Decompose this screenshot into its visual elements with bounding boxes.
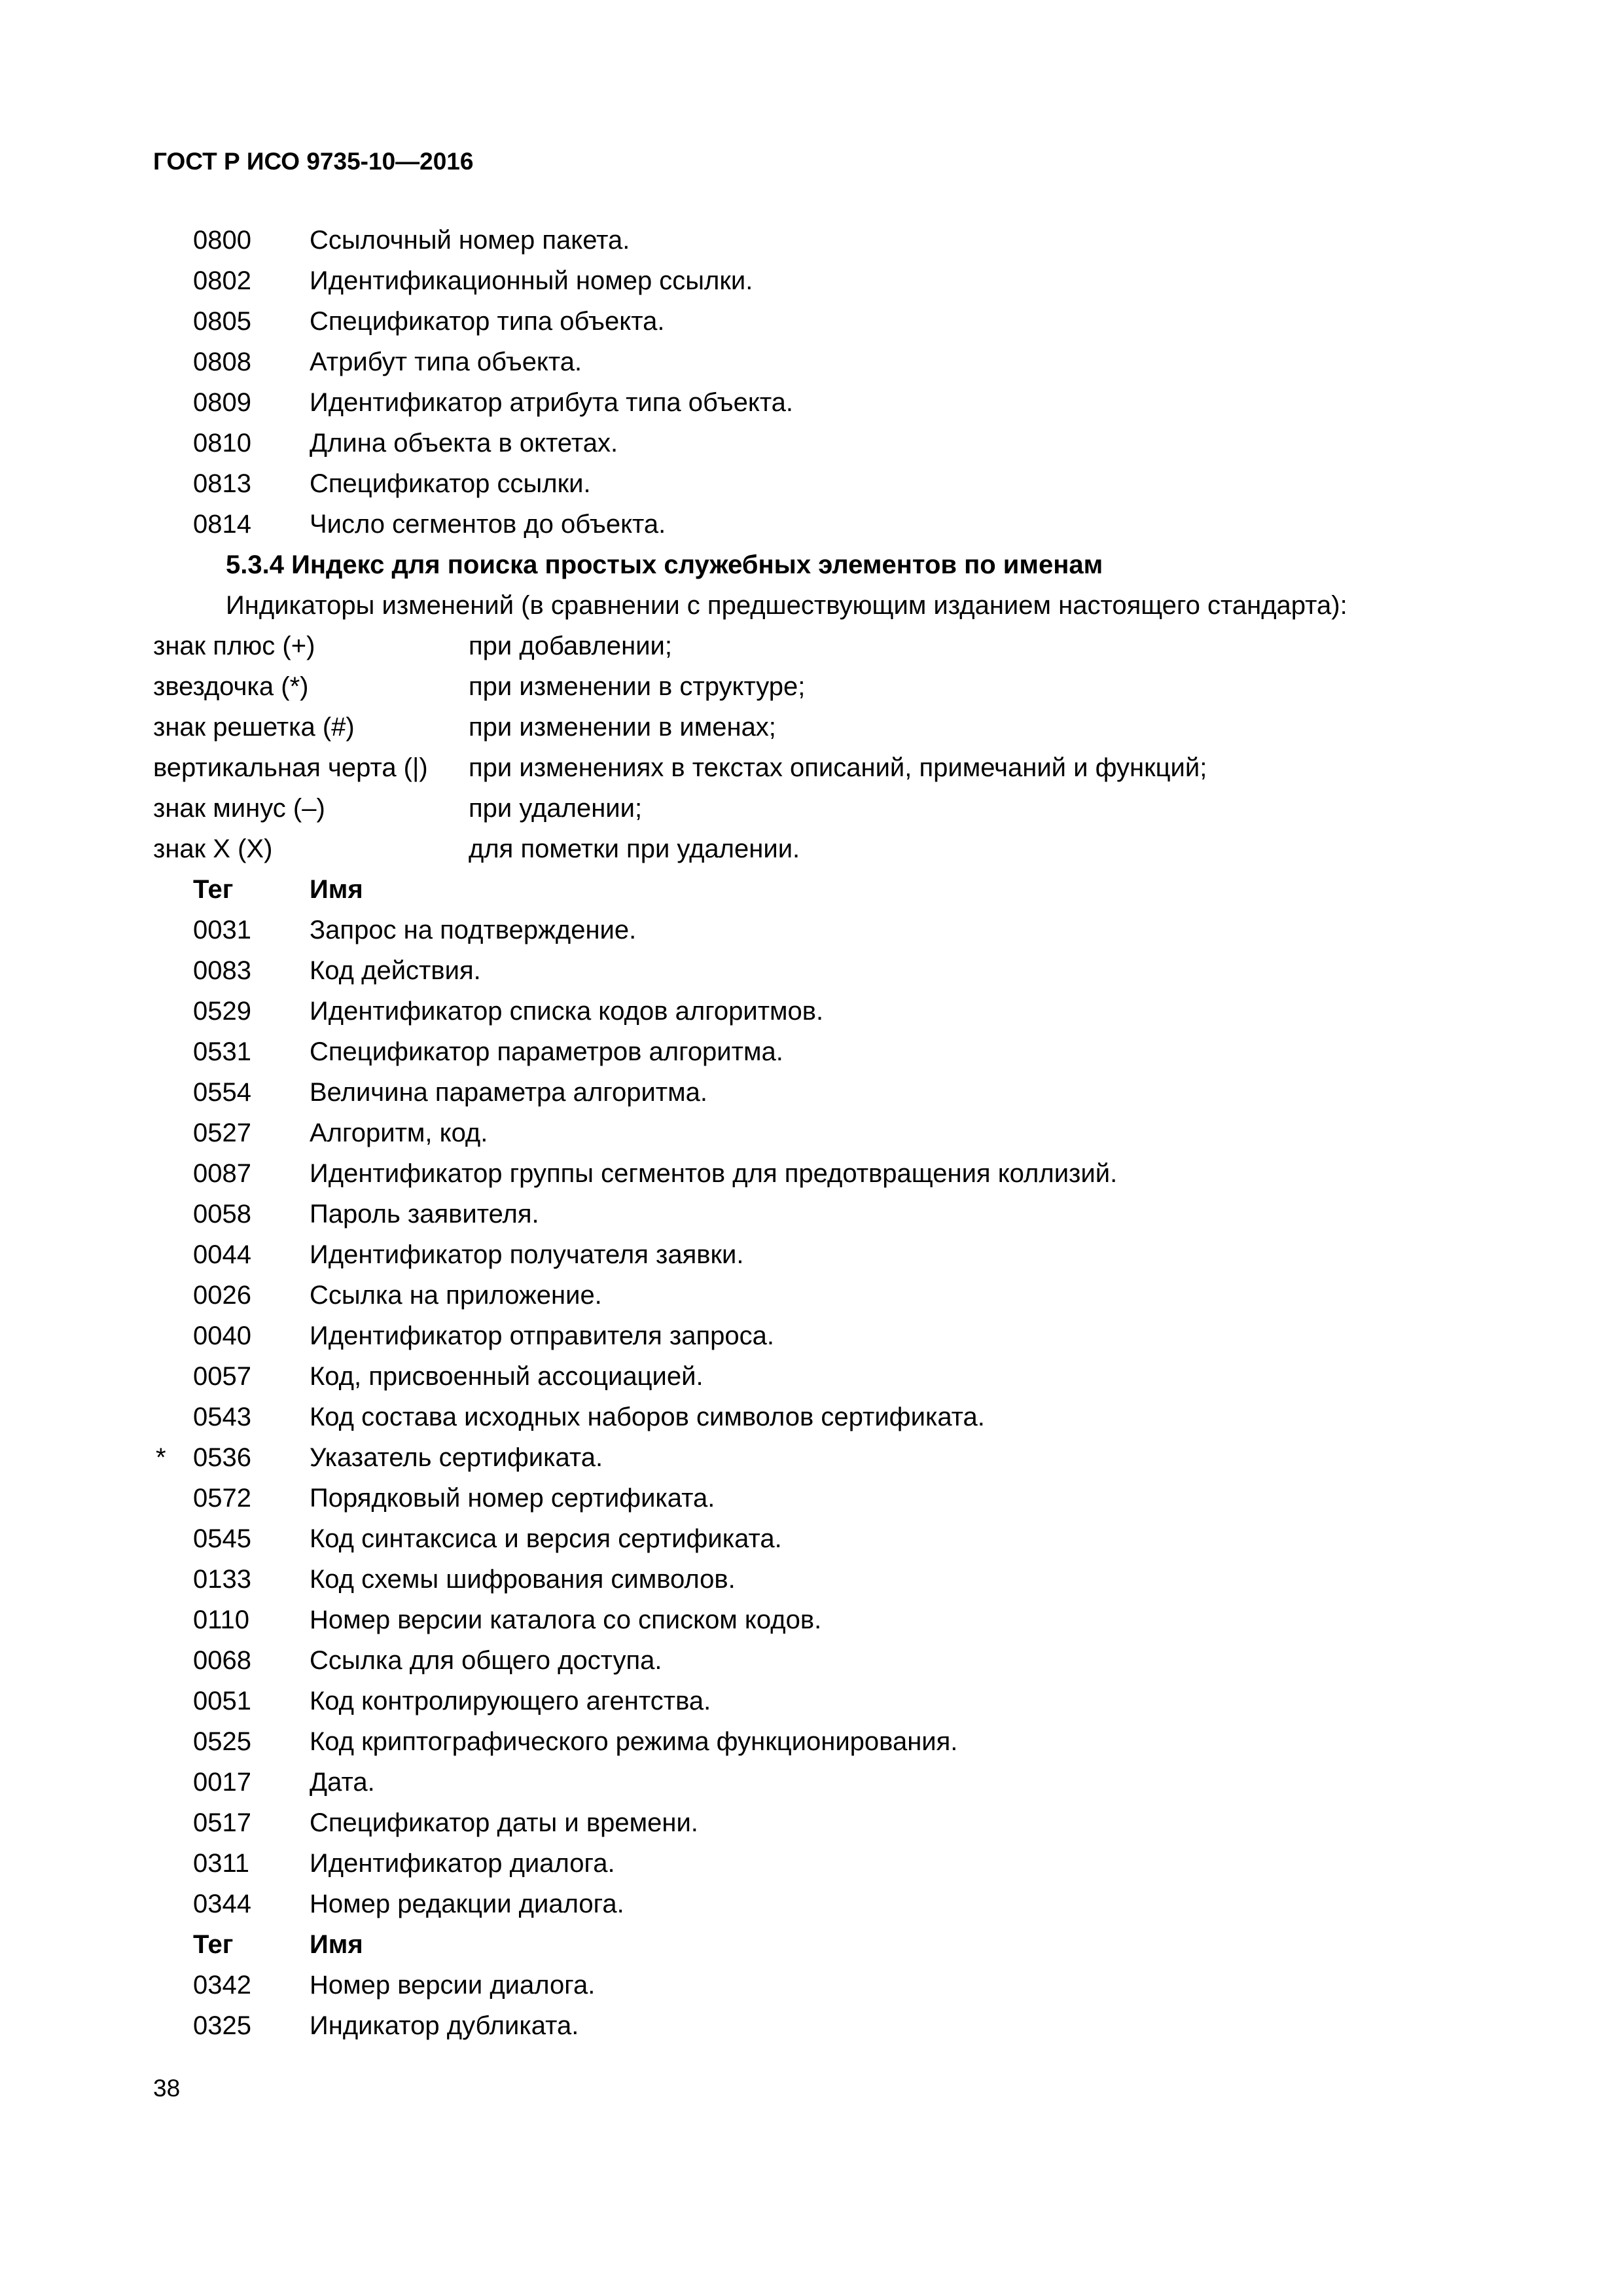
- item-code: 0057: [193, 1362, 251, 1391]
- indicator-text: для пометки при удалении.: [469, 834, 800, 863]
- item-name: Код синтаксиса и версия сертификата.: [310, 1524, 782, 1553]
- section-intro: Индикаторы изменений (в сравнении с предшествующим изданием настоящего стандарта):: [226, 591, 1347, 620]
- indicator-row: [0, 626, 1623, 666]
- table-header: [0, 870, 1623, 910]
- item-code: 0083: [193, 956, 251, 985]
- indicator-row: [0, 667, 1623, 707]
- indicator-text: при изменении в структуре;: [469, 672, 806, 701]
- item-code: 0805: [193, 307, 251, 336]
- list-item: [0, 302, 1623, 342]
- indicator-row: [0, 829, 1623, 869]
- indicator-label: вертикальная черта (|): [153, 753, 428, 782]
- item-name: Спецификатор параметров алгоритма.: [310, 1037, 783, 1066]
- item-code: 0031: [193, 916, 251, 944]
- item-code: 0809: [193, 388, 251, 417]
- item-code: 0311: [193, 1849, 250, 1878]
- item-name: Алгоритм, код.: [310, 1119, 488, 1147]
- table-row: [0, 1316, 1623, 1356]
- table-row: [0, 1600, 1623, 1640]
- table-row: [0, 910, 1623, 950]
- item-code: 0068: [193, 1646, 251, 1675]
- item-name: Идентификатор атрибута типа объекта.: [310, 388, 794, 417]
- item-code: 0529: [193, 997, 251, 1026]
- indicator-row: [0, 789, 1623, 829]
- item-name: Код контролирующего агентства.: [310, 1687, 711, 1715]
- item-code: 0087: [193, 1159, 251, 1188]
- page-number: 38: [153, 2075, 181, 2102]
- item-name: Идентификационный номер ссылки.: [310, 266, 753, 295]
- indicator-text: при удалении;: [469, 794, 643, 823]
- table-row: [0, 1884, 1623, 1924]
- item-code: 0800: [193, 226, 251, 255]
- item-code: 0133: [193, 1565, 251, 1594]
- item-name: Код схемы шифрования символов.: [310, 1565, 736, 1594]
- item-code: 0051: [193, 1687, 251, 1715]
- indicator-text: при добавлении;: [469, 632, 672, 660]
- item-name: Число сегментов до объекта.: [310, 510, 666, 539]
- item-code: 0554: [193, 1078, 251, 1107]
- item-code: 0802: [193, 266, 251, 295]
- table-row: [0, 1722, 1623, 1762]
- item-code: 0110: [193, 1605, 250, 1634]
- table-header: [0, 1925, 1623, 1965]
- item-name: Код, присвоенный ассоциацией.: [310, 1362, 704, 1391]
- table-row: [0, 1803, 1623, 1843]
- table-row: [0, 1154, 1623, 1194]
- item-name: Ссылка на приложение.: [310, 1281, 602, 1310]
- item-code: 0342: [193, 1971, 251, 2000]
- table-row: [0, 1681, 1623, 1721]
- change-mark: *: [156, 1443, 166, 1472]
- list-item: [0, 261, 1623, 301]
- item-code: 0536: [193, 1443, 251, 1472]
- item-name: Дата.: [310, 1768, 375, 1797]
- item-code: 0545: [193, 1524, 251, 1553]
- table-row: [0, 1560, 1623, 1600]
- table-row: [0, 1113, 1623, 1153]
- table-row: [0, 1235, 1623, 1275]
- indicator-label: знак решетка (#): [153, 713, 355, 742]
- item-code: 0531: [193, 1037, 251, 1066]
- table-row: [0, 1276, 1623, 1316]
- item-name: Пароль заявителя.: [310, 1200, 539, 1229]
- item-code: 0026: [193, 1281, 251, 1310]
- list-item: [0, 221, 1623, 260]
- table-row: [0, 1844, 1623, 1884]
- item-code: 0017: [193, 1768, 251, 1797]
- item-name: Атрибут типа объекта.: [310, 348, 582, 376]
- item-name: Идентификатор списка кодов алгоритмов.: [310, 997, 824, 1026]
- table-row: [0, 1073, 1623, 1113]
- item-code: 0527: [193, 1119, 251, 1147]
- table-row: [0, 1479, 1623, 1518]
- item-name: Код состава исходных наборов символов сертификата.: [310, 1403, 985, 1431]
- item-name: Спецификатор даты и времени.: [310, 1808, 698, 1837]
- item-name: Ссылочный номер пакета.: [310, 226, 630, 255]
- item-code: 0572: [193, 1484, 251, 1513]
- item-name: Код действия.: [310, 956, 481, 985]
- item-name: Идентификатор отправителя запроса.: [310, 1321, 774, 1350]
- item-code: 0058: [193, 1200, 251, 1229]
- item-name: Ссылка для общего доступа.: [310, 1646, 662, 1675]
- table-row: [0, 1519, 1623, 1559]
- item-name: Запрос на подтверждение.: [310, 916, 637, 944]
- indicator-row: [0, 748, 1623, 788]
- column-header-tag: Тег: [193, 1930, 234, 1959]
- item-name: Спецификатор типа объекта.: [310, 307, 665, 336]
- item-code: 0543: [193, 1403, 251, 1431]
- table-row: [0, 1763, 1623, 1803]
- indicator-row: [0, 708, 1623, 747]
- table-row: [0, 1397, 1623, 1437]
- item-code: 0517: [193, 1808, 251, 1837]
- item-name: Номер редакции диалога.: [310, 1890, 624, 1918]
- indicator-text: при изменении в именах;: [469, 713, 776, 742]
- indicator-text: при изменениях в текстах описаний, примечаний и функций;: [469, 753, 1207, 782]
- item-name: Номер версии диалога.: [310, 1971, 596, 2000]
- item-name: Код криптографического режима функционирования.: [310, 1727, 958, 1756]
- item-code: 0344: [193, 1890, 251, 1918]
- item-name: Порядковый номер сертификата.: [310, 1484, 715, 1513]
- item-code: 0810: [193, 429, 251, 457]
- item-name: Длина объекта в октетах.: [310, 429, 618, 457]
- item-name: Идентификатор группы сегментов для предотвращения коллизий.: [310, 1159, 1118, 1188]
- item-name: Номер версии каталога со списком кодов.: [310, 1605, 822, 1634]
- list-item: [0, 464, 1623, 504]
- indicator-label: знак X (X): [153, 834, 273, 863]
- item-name: Идентификатор получателя заявки.: [310, 1240, 744, 1269]
- indicator-label: знак минус (–): [153, 794, 325, 823]
- indicator-label: знак плюс (+): [153, 632, 315, 660]
- item-code: 0814: [193, 510, 251, 539]
- list-item: [0, 423, 1623, 463]
- table-row: [0, 1032, 1623, 1072]
- item-code: 0808: [193, 348, 251, 376]
- item-name: Указатель сертификата.: [310, 1443, 603, 1472]
- table-row: [0, 951, 1623, 991]
- item-name: Величина параметра алгоритма.: [310, 1078, 707, 1107]
- table-row: [0, 1965, 1623, 2005]
- column-header-tag: Тег: [193, 875, 234, 904]
- item-code: 0325: [193, 2011, 251, 2040]
- list-item: [0, 383, 1623, 423]
- table-row: [0, 1641, 1623, 1681]
- column-header-name: Имя: [310, 1930, 363, 1959]
- table-row: [0, 1194, 1623, 1234]
- item-name: Идентификатор диалога.: [310, 1849, 615, 1878]
- section-title: 5.3.4 Индекс для поиска простых служебных элементов по именам: [226, 550, 1103, 579]
- item-name: Индикатор дубликата.: [310, 2011, 579, 2040]
- column-header-name: Имя: [310, 875, 363, 904]
- list-item: [0, 342, 1623, 382]
- table-row: [0, 1438, 1623, 1478]
- item-code: 0044: [193, 1240, 251, 1269]
- document-header: ГОСТ Р ИСО 9735-10—2016: [153, 148, 474, 175]
- table-row: [0, 992, 1623, 1031]
- indicator-label: звездочка (*): [153, 672, 309, 701]
- table-row: [0, 2006, 1623, 2046]
- list-item: [0, 505, 1623, 545]
- item-name: Спецификатор ссылки.: [310, 469, 591, 498]
- item-code: 0040: [193, 1321, 251, 1350]
- item-code: 0525: [193, 1727, 251, 1756]
- item-code: 0813: [193, 469, 251, 498]
- table-row: [0, 1357, 1623, 1397]
